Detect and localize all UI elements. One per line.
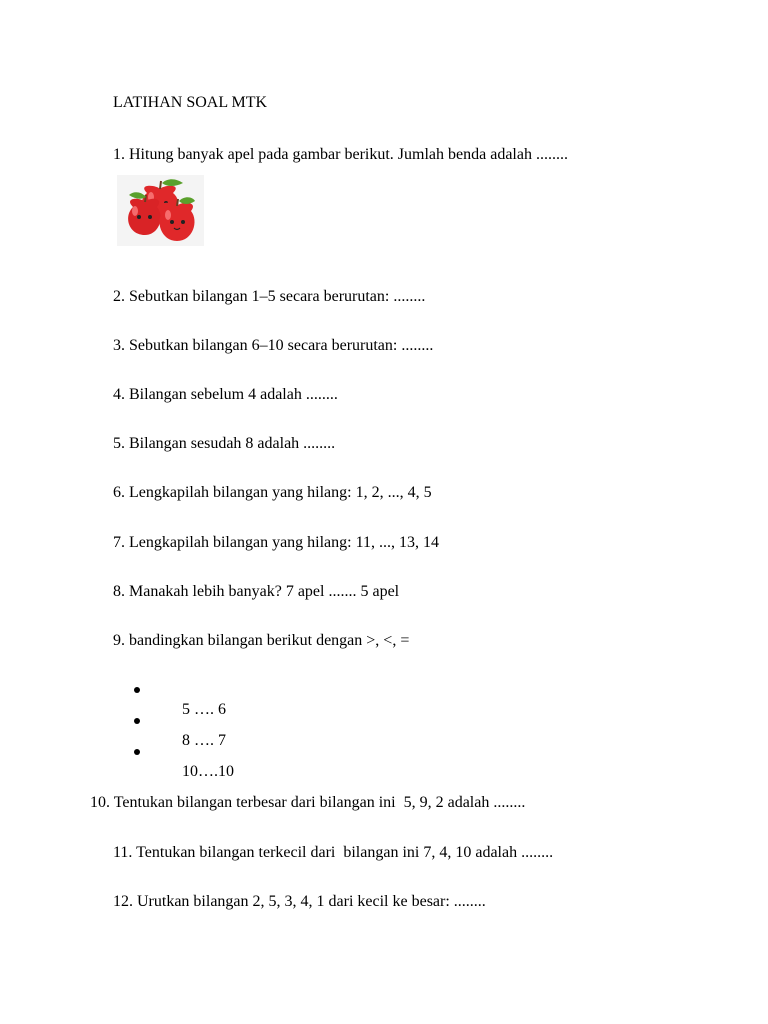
question-9: 9. bandingkan bilangan berikut dengan >, <, = [113, 632, 410, 649]
question-12: 12. Urutkan bilangan 2, 5, 3, 4, 1 dari kecil ke besar: ........ [113, 893, 486, 910]
worksheet-title: LATIHAN SOAL MTK [113, 94, 268, 111]
question-5: 5. Bilangan sesudah 8 adalah ........ [113, 435, 336, 452]
question-8: 8. Manakah lebih banyak? 7 apel ....... 5 apel [113, 583, 400, 600]
apple-right [159, 197, 195, 241]
comparison-item [130, 711, 234, 749]
apples-icon [117, 175, 204, 246]
bullet-icon [134, 718, 140, 724]
comparison-item [130, 680, 234, 718]
question-7: 7. Lengkapilah bilangan yang hilang: 11, ..., 13, 14 [113, 534, 440, 551]
bullet-icon [134, 687, 140, 693]
question-2: 2. Sebutkan bilangan 1–5 secara berurutan: ........ [113, 288, 426, 305]
question-4: 4. Bilangan sebelum 4 adalah ........ [113, 386, 338, 403]
question-10: 10. Tentukan bilangan terbesar dari bilangan ini 5, 9, 2 adalah ........ [90, 794, 526, 811]
comparison-item [130, 742, 234, 780]
comparison-text: 8 …. 7 [182, 732, 226, 749]
question-1: 1. Hitung banyak apel pada gambar berikut. Jumlah benda adalah ........ [113, 146, 568, 163]
comparison-text: 5 …. 6 [182, 701, 226, 718]
question-6: 6. Lengkapilah bilangan yang hilang: 1, 2, ..., 4, 5 [113, 484, 432, 501]
question-11: 11. Tentukan bilangan terkecil dari bilangan ini 7, 4, 10 adalah ........ [113, 844, 554, 861]
comparison-text: 10….10 [182, 763, 234, 780]
question-3: 3. Sebutkan bilangan 6–10 secara berurutan: ........ [113, 337, 434, 354]
comparison-list [130, 680, 234, 780]
bullet-icon [134, 749, 140, 755]
